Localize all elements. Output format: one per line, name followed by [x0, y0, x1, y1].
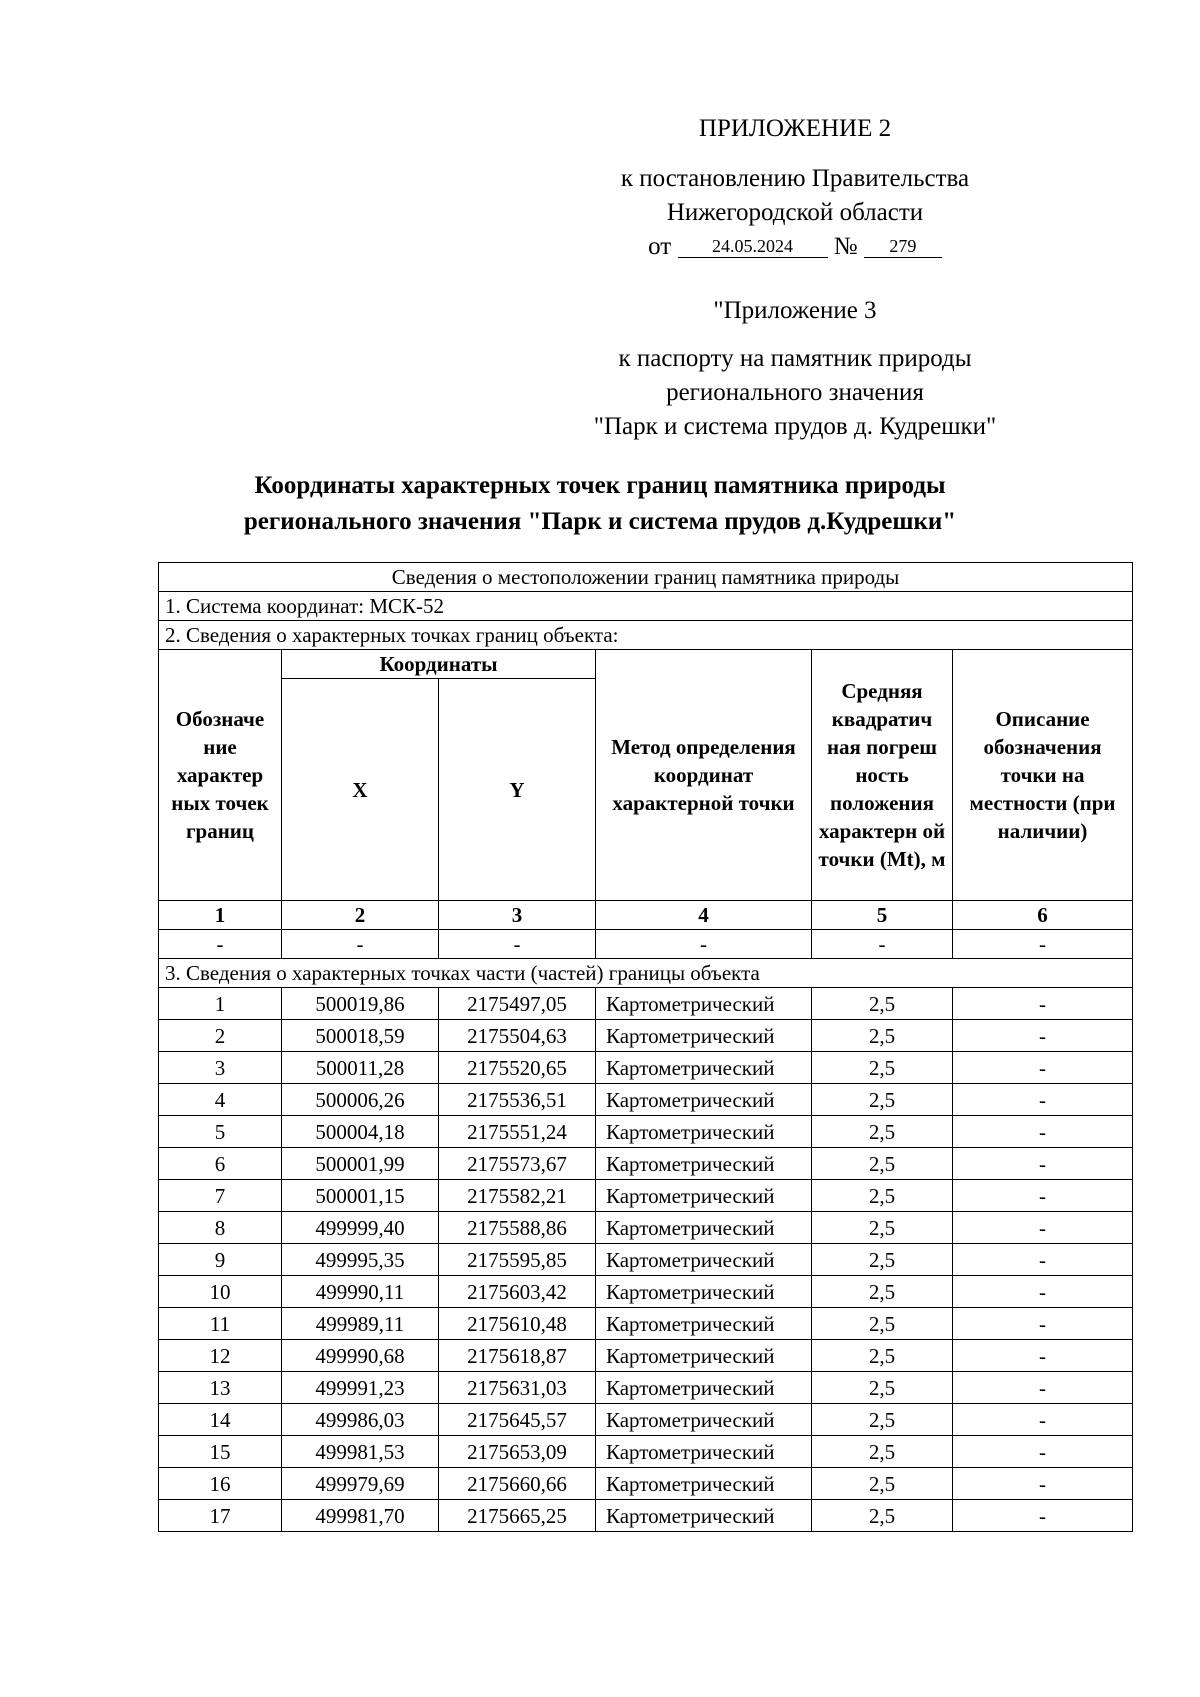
passport-line-3: "Парк и система прудов д. Кудрешки": [593, 413, 997, 440]
y-coordinate: 2175618,87: [439, 1340, 596, 1372]
table-row: [159, 1500, 1133, 1532]
y-coordinate: 2175497,05: [439, 988, 596, 1020]
table-row: [159, 1148, 1133, 1180]
description-cell: -: [953, 1500, 1133, 1532]
method-cell: Картометрический: [596, 988, 812, 1020]
number-sign: №: [833, 233, 858, 260]
method-cell: Картометрический: [596, 1020, 812, 1052]
error-cell: 2,5: [812, 1308, 953, 1340]
method-cell: Картометрический: [596, 1500, 812, 1532]
error-cell: 2,5: [812, 1340, 953, 1372]
point-number: 9: [159, 1244, 282, 1276]
table-caption-row: [159, 563, 1133, 592]
section-3-row: [159, 959, 1133, 988]
section-2-title: 2. Сведения о характерных точках границ объекта:: [159, 621, 1133, 650]
description-cell: -: [953, 1404, 1133, 1436]
y-coordinate: 2175610,48: [439, 1308, 596, 1340]
description-cell: -: [953, 988, 1133, 1020]
method-cell: Картометрический: [596, 1244, 812, 1276]
method-cell: Картометрический: [596, 1308, 812, 1340]
x-coordinate: 499990,11: [282, 1276, 439, 1308]
column-number: 6: [953, 901, 1133, 930]
description-cell: -: [953, 1244, 1133, 1276]
table-row: [159, 1468, 1133, 1500]
point-number: 12: [159, 1340, 282, 1372]
table-caption: Сведения о местоположении границ памятника природы: [159, 563, 1133, 592]
section-2-row: [159, 621, 1133, 650]
error-cell: 2,5: [812, 1052, 953, 1084]
error-cell: 2,5: [812, 1436, 953, 1468]
empty-cell: -: [439, 930, 596, 959]
description-cell: -: [953, 1116, 1133, 1148]
section-3-title: 3. Сведения о характерных точках части (частей) границы объекта: [159, 959, 1133, 988]
appendix3-title: [560, 294, 1030, 328]
method-cell: Картометрический: [596, 1372, 812, 1404]
point-number: 7: [159, 1180, 282, 1212]
x-coordinate: 500019,86: [282, 988, 439, 1020]
appendix3-title-text: "Приложение 3: [713, 297, 877, 324]
table-row: [159, 1244, 1133, 1276]
table-row: [159, 1020, 1133, 1052]
y-coordinate: 2175573,67: [439, 1148, 596, 1180]
table-row: [159, 1212, 1133, 1244]
y-coordinate: 2175631,03: [439, 1372, 596, 1404]
decree-date: 24.05.2024: [678, 235, 828, 258]
description-cell: -: [953, 1436, 1133, 1468]
empty-cell: -: [282, 930, 439, 959]
point-number: 11: [159, 1308, 282, 1340]
table-row: [159, 1276, 1133, 1308]
passport-reference: [560, 342, 1030, 444]
error-cell: 2,5: [812, 1276, 953, 1308]
method-cell: Картометрический: [596, 1468, 812, 1500]
error-cell: 2,5: [812, 1372, 953, 1404]
coordinates-table: [158, 562, 1133, 1532]
x-coordinate: 499981,70: [282, 1500, 439, 1532]
y-coordinate: 2175660,66: [439, 1468, 596, 1500]
header-y: Y: [439, 679, 596, 901]
point-number: 15: [159, 1436, 282, 1468]
table-row: [159, 1404, 1133, 1436]
description-cell: -: [953, 1020, 1133, 1052]
empty-cell: -: [596, 930, 812, 959]
passport-line-2: регионального значения: [666, 379, 924, 406]
decree-date-number: [560, 230, 1030, 264]
error-cell: 2,5: [812, 988, 953, 1020]
header-error: Средняя квадратич ная погреш ность положения характерн ой точки (Mt), м: [812, 650, 953, 901]
document-title: [150, 468, 1050, 540]
column-number: 1: [159, 901, 282, 930]
description-cell: -: [953, 1276, 1133, 1308]
description-cell: -: [953, 1468, 1133, 1500]
description-cell: -: [953, 1148, 1133, 1180]
description-cell: -: [953, 1372, 1133, 1404]
x-coordinate: 500001,15: [282, 1180, 439, 1212]
x-coordinate: 500006,26: [282, 1084, 439, 1116]
header-point-designation: Обозначе ние характер ных точек границ: [159, 650, 282, 901]
description-cell: -: [953, 1340, 1133, 1372]
point-number: 6: [159, 1148, 282, 1180]
x-coordinate: 499981,53: [282, 1436, 439, 1468]
description-cell: -: [953, 1212, 1133, 1244]
description-cell: -: [953, 1052, 1133, 1084]
point-number: 8: [159, 1212, 282, 1244]
method-cell: Картометрический: [596, 1340, 812, 1372]
column-number-row: [159, 901, 1133, 930]
x-coordinate: 499995,35: [282, 1244, 439, 1276]
table-row: [159, 1340, 1133, 1372]
description-cell: -: [953, 1084, 1133, 1116]
column-number: 2: [282, 901, 439, 930]
method-cell: Картометрический: [596, 1404, 812, 1436]
point-number: 5: [159, 1116, 282, 1148]
table-row: [159, 1308, 1133, 1340]
table-row: [159, 1372, 1133, 1404]
point-number: 17: [159, 1500, 282, 1532]
x-coordinate: 499986,03: [282, 1404, 439, 1436]
method-cell: Картометрический: [596, 1212, 812, 1244]
x-coordinate: 500001,99: [282, 1148, 439, 1180]
method-cell: Картометрический: [596, 1084, 812, 1116]
decree-line-2: Нижегородской области: [666, 199, 924, 226]
description-cell: -: [953, 1180, 1133, 1212]
empty-cell: -: [953, 930, 1133, 959]
point-number: 10: [159, 1276, 282, 1308]
error-cell: 2,5: [812, 1020, 953, 1052]
error-cell: 2,5: [812, 1116, 953, 1148]
y-coordinate: 2175603,42: [439, 1276, 596, 1308]
y-coordinate: 2175588,86: [439, 1212, 596, 1244]
method-cell: Картометрический: [596, 1116, 812, 1148]
error-cell: 2,5: [812, 1404, 953, 1436]
y-coordinate: 2175665,25: [439, 1500, 596, 1532]
decree-line-1: к постановлению Правительства: [620, 165, 970, 192]
point-number: 16: [159, 1468, 282, 1500]
point-number: 1: [159, 988, 282, 1020]
x-coordinate: 500004,18: [282, 1116, 439, 1148]
column-number: 5: [812, 901, 953, 930]
header-coordinates: Координаты: [282, 650, 596, 679]
y-coordinate: 2175582,21: [439, 1180, 596, 1212]
appendix-title: [560, 112, 1030, 146]
passport-line-1: к паспорту на памятник природы: [618, 345, 972, 372]
column-number: 3: [439, 901, 596, 930]
error-cell: 2,5: [812, 1500, 953, 1532]
section-1-row: [159, 592, 1133, 621]
coordinate-system: 1. Система координат: МСК-52: [159, 592, 1133, 621]
x-coordinate: 500018,59: [282, 1020, 439, 1052]
document-title-line-2: регионального значения "Парк и система прудов д.Кудрешки": [243, 508, 957, 535]
y-coordinate: 2175536,51: [439, 1084, 596, 1116]
empty-cell: -: [812, 930, 953, 959]
method-cell: Картометрический: [596, 1180, 812, 1212]
x-coordinate: 500011,28: [282, 1052, 439, 1084]
empty-cell: -: [159, 930, 282, 959]
method-cell: Картометрический: [596, 1052, 812, 1084]
header-row-1: [159, 650, 1133, 679]
y-coordinate: 2175645,57: [439, 1404, 596, 1436]
table-row: [159, 1436, 1133, 1468]
date-prefix: от: [648, 233, 672, 260]
table-row: [159, 1180, 1133, 1212]
y-coordinate: 2175653,09: [439, 1436, 596, 1468]
y-coordinate: 2175520,65: [439, 1052, 596, 1084]
table-row: [159, 1084, 1133, 1116]
decree-number: 279: [864, 235, 942, 258]
header-x: X: [282, 679, 439, 901]
y-coordinate: 2175504,63: [439, 1020, 596, 1052]
point-number: 13: [159, 1372, 282, 1404]
decree-reference: [560, 162, 1030, 264]
x-coordinate: 499990,68: [282, 1340, 439, 1372]
x-coordinate: 499991,23: [282, 1372, 439, 1404]
x-coordinate: 499999,40: [282, 1212, 439, 1244]
empty-data-row: [159, 930, 1133, 959]
error-cell: 2,5: [812, 1148, 953, 1180]
document-title-line-1: Координаты характерных точек границ памятника природы: [254, 472, 946, 499]
table-row: [159, 988, 1133, 1020]
y-coordinate: 2175551,24: [439, 1116, 596, 1148]
header-method: Метод определения координат характерной точки: [596, 650, 812, 901]
appendix-title-text: ПРИЛОЖЕНИЕ 2: [698, 115, 892, 142]
method-cell: Картометрический: [596, 1436, 812, 1468]
error-cell: 2,5: [812, 1468, 953, 1500]
column-number: 4: [596, 901, 812, 930]
error-cell: 2,5: [812, 1180, 953, 1212]
x-coordinate: 499979,69: [282, 1468, 439, 1500]
point-number: 14: [159, 1404, 282, 1436]
table-row: [159, 1052, 1133, 1084]
method-cell: Картометрический: [596, 1148, 812, 1180]
point-number: 3: [159, 1052, 282, 1084]
table-row: [159, 1116, 1133, 1148]
point-number: 4: [159, 1084, 282, 1116]
x-coordinate: 499989,11: [282, 1308, 439, 1340]
description-cell: -: [953, 1308, 1133, 1340]
error-cell: 2,5: [812, 1244, 953, 1276]
header-description: Описание обозначения точки на местности (при наличии): [953, 650, 1133, 901]
method-cell: Картометрический: [596, 1276, 812, 1308]
y-coordinate: 2175595,85: [439, 1244, 596, 1276]
error-cell: 2,5: [812, 1212, 953, 1244]
point-number: 2: [159, 1020, 282, 1052]
error-cell: 2,5: [812, 1084, 953, 1116]
